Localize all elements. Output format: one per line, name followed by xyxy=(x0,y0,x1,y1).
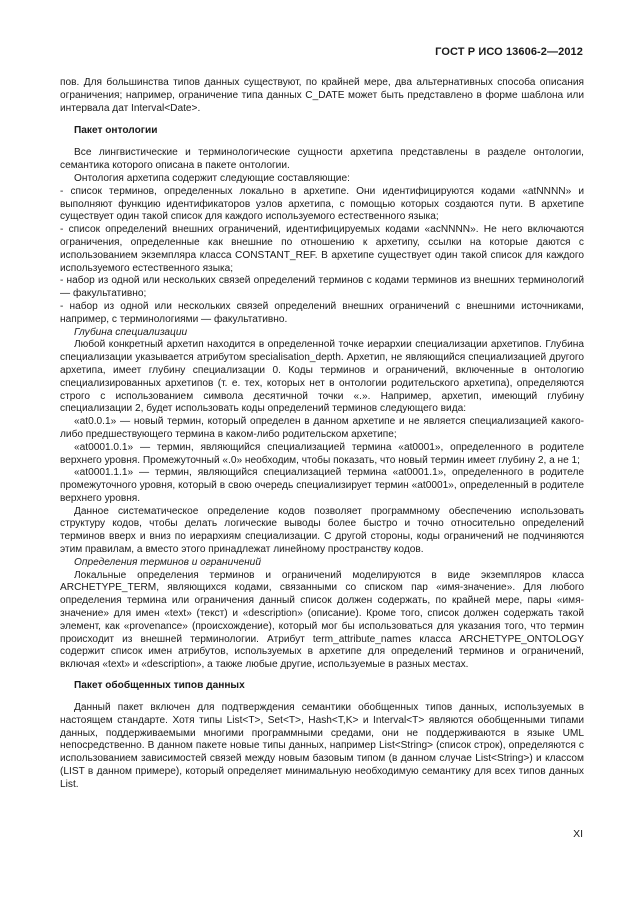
paragraph: «at0001.0.1» — термин, являющийся специализацией термина «at0001», определенного в родителе верхнего уровня. Промежуточный «.0» необходим, чтобы показать, что новый термин имеет глубину 2, а не 1; xyxy=(60,441,584,466)
section-heading-ontology: Пакет онтологии xyxy=(74,124,158,136)
paragraph: Онтология архетипа содержит следующие составляющие: xyxy=(74,172,350,184)
paragraph: Все лингвистические и терминологические сущности архетипа представлены в разделе онтологии, семантика которого описана в пакете онтологии. xyxy=(60,147,584,172)
paragraph: Любой конкретный архетип находится в определенной точке иерархии специализации архетипов. Глубина специализации указывается атрибутом specialisation_depth. Архетип, не являющийся специализацией другого архетипа, имеет глубину специализации 0. Коды терминов и ограничений, включенные в онтологию специализированных архетипов (т. е. тех, которых нет в онтологии родительского архетипа), определяются строго с использованием символа десятичной точки «.». Например, архетип, имеющий глубину специализации 2, будет использовать коды определений терминов следующего вида: xyxy=(60,339,584,415)
document-body xyxy=(60,77,584,792)
subheading-specialisation-depth: Глубина специализации xyxy=(74,326,188,338)
paragraph: Локальные определения терминов и ограничений моделируются в виде экземпляров класса ARCHETYPE_TERM, являющихся кодами, связанными со списком пар «имя-значение». Для любого определения термина или ограничения данный список должен содержать, по крайней мере, пары «имя-значение» для имен «text» (текст) и «description» (описание). Кроме того, список должен содержать такой элемент, как «provenance» (происхождение), который мог бы использоваться для указания того, что термин происходит из внешней терминологии. Атрибут term_attribute_names класса ARCHETYPE_ONTOLOGY содержит список имен атрибутов, используемых в архетипе для определений терминов и ограничений, включая «text» и «description», а также любые другие, используемые в разных местах. xyxy=(60,569,584,671)
subheading-term-definitions: Определения терминов и ограничений xyxy=(74,556,261,568)
list-item: - набор из одной или нескольких связей определений терминов с кодами терминов из внешних терминологий — факультативно; xyxy=(60,275,584,300)
paragraph: Данное систематическое определение кодов позволяет программному обеспечению использовать структуру кодов, чтобы делать логические выводы более быстро и точно относительно определений терминов вверх и вниз по иерархиям специализации. С другой стороны, коды ограничений не подчиняются этим правилам, а вместо этого принадлежат линейному пространству кодов. xyxy=(60,505,584,556)
section-heading-generic-types: Пакет обобщенных типов данных xyxy=(74,679,245,691)
page-number: XI xyxy=(573,828,583,840)
paragraph: пов. Для большинства типов данных существуют, по крайней мере, два альтернативных способа описания ограничения; например, ограничение типа данных C_DATE может быть представлено в форме шаблона или интервала дат Interval<Date>. xyxy=(60,77,584,114)
paragraph: «at0001.1.1» — термин, являющийся специализацией термина «at0001.1», определенного в родителе промежуточного уровня, который в свою очередь специализирует термин «at0001», определенный в родителе верхнего уровня. xyxy=(60,467,584,504)
list-item: - список определений внешних ограничений, идентифицируемых кодами «acNNNN». Не него включаются ограничения, определенные как внешние по отношению к архетипу, ссылки на которые даются с использованием экземпляра класса CONSTANT_REF. В архетипе существует один такой список для каждого используемого естественного языка; xyxy=(60,224,584,274)
list-item: - набор из одной или нескольких связей определений внешних ограничений с внешними источниками, например, с терминологиями — факультативно. xyxy=(60,300,584,325)
list-item: - список терминов, определенных локально в архетипе. Они идентифицируются кодами «atNNNN» и выполняют функцию идентификаторов узлов архетипа, с помощью которых создаются пути. В архетипе существует один такой список для каждого используемого естественного языка; xyxy=(60,185,584,223)
paragraph: «at0.0.1» — новый термин, который определен в данном архетипе и не является специализацией какого-либо предшествующего термина в каком-либо родительском архетипе; xyxy=(60,416,584,440)
page-header: ГОСТ Р ИСО 13606-2—2012 xyxy=(435,46,583,58)
paragraph: Данный пакет включен для подтверждения семантики обобщенных типов данных, используемых в настоящем стандарте. Хотя типы List<T>, Set<T>, Hash<T,K> и Interval<T> являются обобщенными типами данных, поддерживаемыми многими программными средами, они не поддерживаются в языке UML непосредственно. В данном пакете новые типы данных, например List<String> (список строк), определяются с использованием зависимостей связей между новым базовым типом (в данном случае List<String>) и классом (LIST в данном примере), который определяет минимальную необходимую семантику для всех типов данных List. xyxy=(60,702,584,790)
